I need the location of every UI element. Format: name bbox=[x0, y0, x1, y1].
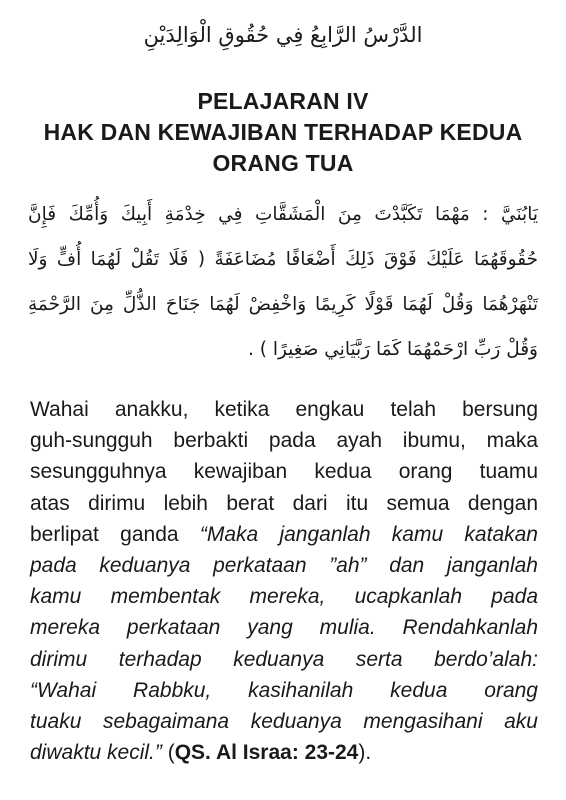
translation-line bbox=[30, 519, 538, 550]
arabic-line: حُقُوقَهُمَا عَلَيْكَ فَوْقَ ذَلِكَ أَضْعَافًا مُضَاعَفَةً ( فَلَا تَقُلْ لَهُمَا أُفٍّ وَلَا bbox=[28, 249, 538, 270]
quran-reference: QS. Al Israa: 23-24 bbox=[174, 741, 359, 765]
translation-text: berlipat ganda bbox=[30, 522, 200, 546]
translation-line: dirimu terhadap keduanya serta berdo’alah: bbox=[30, 647, 538, 671]
translation-line: kamu membentak mereka, ucapkanlah pada bbox=[30, 585, 538, 609]
translation-line: Wahai anakku, ketika engkau telah bersung bbox=[30, 398, 538, 421]
translation-line: guh-sungguh berbakti pada ayah ibumu, maka bbox=[30, 429, 538, 453]
reference-open: ( bbox=[167, 741, 175, 765]
translation-line: tuaku sebagaimana keduanya mengasihani aku bbox=[30, 710, 538, 734]
reference-close: ). bbox=[358, 741, 372, 765]
heading-line-3: ORANG TUA bbox=[212, 150, 354, 176]
lesson-heading bbox=[0, 86, 566, 179]
arabic-line: تَنْهَرْهُمَا وَقُلْ لَهُمَا قَوْلًا كَرِيمًا وَاخْفِضْ لَهُمَا جَنَاحَ الذُّلِّ مِنَ الرَّحْمَةِ bbox=[28, 294, 538, 315]
translation-line bbox=[30, 737, 538, 768]
quote-text: diwaktu kecil.” bbox=[30, 741, 168, 765]
arabic-lesson-title: الدَّرْسُ الرَّابِعُ فِي حُقُوقِ الْوَالِدَيْنِ bbox=[143, 23, 423, 47]
arabic-line: وَقُلْ رَبِّ ارْحَمْهُمَا كَمَا رَبَّيَانِي صَغِيرًا ) . bbox=[247, 339, 538, 360]
translation-line: mereka perkataan yang mulia. Rendahkanlah bbox=[30, 616, 538, 640]
heading-line-2: HAK DAN KEWAJIBAN TERHADAP KEDUA bbox=[43, 119, 523, 145]
arabic-line: يَابُنَيَّ : مَهْمَا تَكَبَّدْتَ مِنَ الْمَشَقَّاتِ فِي خِدْمَةِ أَبِيكَ وَأُمِّكَ فَإِنَّ bbox=[28, 204, 538, 225]
translation-line: sesungguhnya kewajiban kedua orang tuamu bbox=[30, 460, 538, 484]
arabic-passage bbox=[28, 192, 538, 372]
heading-line-1: PELAJARAN IV bbox=[197, 88, 369, 114]
quote-text: “Maka janganlah kamu katakan bbox=[199, 522, 538, 546]
translation-line: atas dirimu lebih berat dari itu semua dengan bbox=[30, 491, 538, 515]
translation-line: pada keduanya perkataan ”ah” dan janganlah bbox=[30, 554, 538, 578]
translation-line: “Wahai Rabbku, kasihanilah kedua orang bbox=[30, 678, 538, 702]
indonesian-translation bbox=[30, 394, 538, 768]
